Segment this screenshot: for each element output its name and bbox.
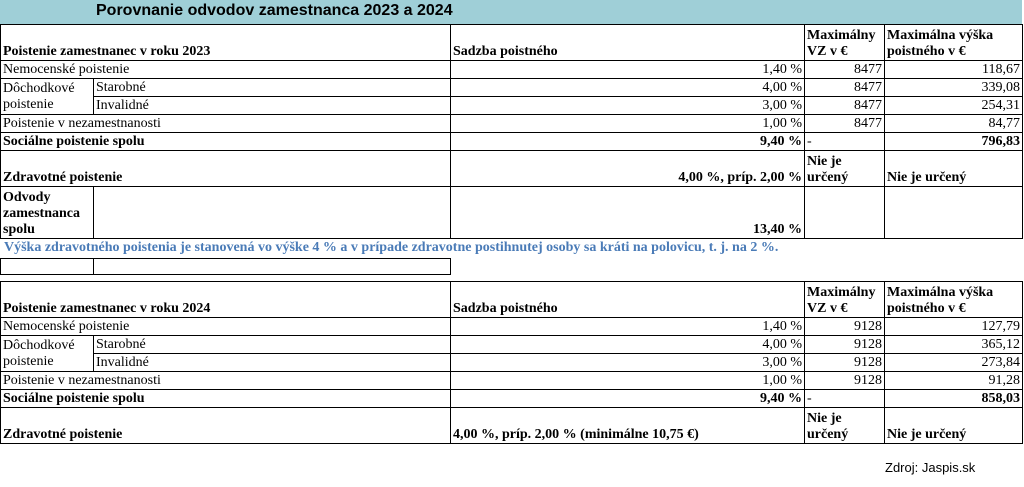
row-rate: 4,00 % [451,336,805,354]
table-row [1,61,1023,79]
empty-cell [451,259,805,275]
row-max-contribution: 84,77 [885,115,1023,133]
group-label: Dôchodkové poistenie [1,336,94,372]
empty-cell [94,259,451,275]
row-max-contribution: 127,79 [885,318,1023,336]
page-title: Porovnanie odvodov zamestnanca 2023 a 2024 [96,2,453,19]
row-max-contribution: Nie je určený [885,151,1023,187]
header-max-contribution: Maximálna výška poistného v € [885,282,1023,318]
empty-cell [805,187,885,239]
row-rate: 4,00 % [451,79,805,97]
row-max-base: 9128 [805,336,885,354]
row-rate: 1,00 % [451,372,805,390]
row-label: Sociálne poistenie spolu [1,133,451,151]
row-rate: 3,00 % [451,354,805,372]
header-rate: Sadzba poistného [451,25,805,61]
row-max-contribution: 339,08 [885,79,1023,97]
row-rate: 1,00 % [451,115,805,133]
empty-cell [94,187,451,239]
header-insurance: Poistenie zamestnanec v roku 2023 [1,25,451,61]
row-max-base: Nie je určený [805,408,885,444]
title-bar [0,0,1022,25]
row-max-base: Nie je určený [805,151,885,187]
table-row [1,336,1023,354]
row-max-contribution: 254,31 [885,97,1023,115]
empty-cell [885,187,1023,239]
spacer-table [0,258,1023,275]
row-label: Nemocenské poistenie [1,318,451,336]
row-max-contribution: 91,28 [885,372,1023,390]
empty-cell [805,259,885,275]
row-label: Invalidné [94,97,451,115]
row-label: Starobné [94,336,451,354]
header-insurance: Poistenie zamestnanec v roku 2024 [1,282,451,318]
source-credit: Zdroj: Jaspis.sk [885,460,976,475]
row-label: Nemocenské poistenie [1,61,451,79]
header-max-contribution: Maximálna výška poistného v € [885,25,1023,61]
header-max-base: Maximálny VZ v € [805,25,885,61]
row-max-contribution: 365,12 [885,336,1023,354]
row-max-base: 8477 [805,79,885,97]
row-max-base: 9128 [805,318,885,336]
row-rate: 3,00 % [451,97,805,115]
table-row [1,372,1023,390]
table-row [1,133,1023,151]
row-label: Sociálne poistenie spolu [1,390,451,408]
row-label: Poistenie v nezamestnanosti [1,372,451,390]
header-rate: Sadzba poistného [451,282,805,318]
table-2023 [0,24,1023,239]
row-max-contribution: 858,03 [885,390,1023,408]
row-max-base: - [805,133,885,151]
row-label: Odvody zamestnanca spolu [1,187,94,239]
table-row [1,187,1023,239]
table-row [1,115,1023,133]
row-max-base: 8477 [805,61,885,79]
row-rate: 4,00 %, príp. 2,00 % [451,151,805,187]
row-max-contribution: 118,67 [885,61,1023,79]
row-max-base: 8477 [805,97,885,115]
row-rate: 9,40 % [451,390,805,408]
row-max-contribution: Nie je určený [885,408,1023,444]
row-max-base: 9128 [805,354,885,372]
row-max-base: 8477 [805,115,885,133]
row-label: Invalidné [94,354,451,372]
table-header-row [1,282,1023,318]
row-rate: 13,40 % [451,187,805,239]
note-text: Výška zdravotného poistenia je stanovená vo výške 4 % a v prípade zdravotne postihnutej osoby sa kráti na polovicu, t. j. na 2 %. [4,240,779,255]
table-row [1,408,1023,444]
table-row [1,79,1023,97]
row-rate: 4,00 %, príp. 2,00 % (minimálne 10,75 €) [451,408,805,444]
row-label: Starobné [94,79,451,97]
group-label: Dôchodkové poistenie [1,79,94,115]
table-header-row [1,25,1023,61]
row-label: Poistenie v nezamestnanosti [1,115,451,133]
row-rate: 1,40 % [451,61,805,79]
row-rate: 9,40 % [451,133,805,151]
row-label: Zdravotné poistenie [1,151,451,187]
header-max-base: Maximálny VZ v € [805,282,885,318]
row-max-contribution: 796,83 [885,133,1023,151]
table-row [1,318,1023,336]
empty-cell [885,259,1023,275]
table-row [1,151,1023,187]
table-row [1,354,1023,372]
row-rate: 1,40 % [451,318,805,336]
row-max-base: - [805,390,885,408]
table-row [1,97,1023,115]
empty-cell [1,259,94,275]
table-2024 [0,281,1023,444]
table-row [1,390,1023,408]
row-label: Zdravotné poistenie [1,408,451,444]
row-max-contribution: 273,84 [885,354,1023,372]
row-max-base: 9128 [805,372,885,390]
